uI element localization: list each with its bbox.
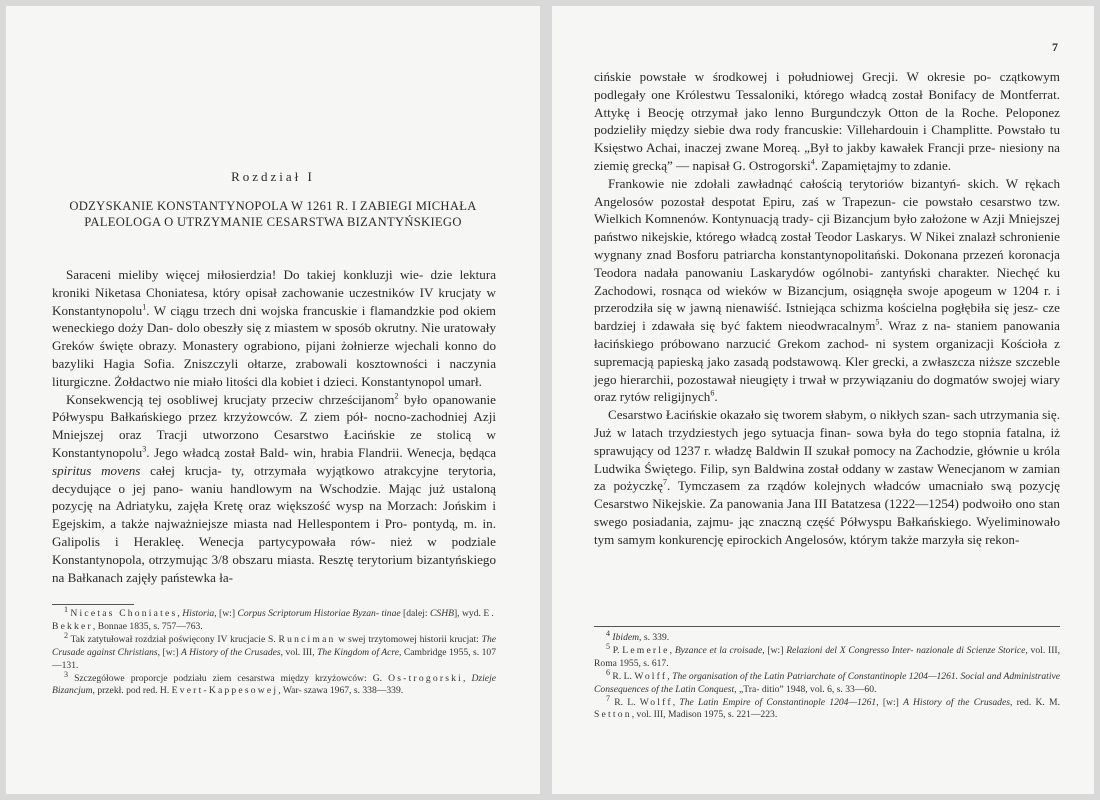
footnote-4: $^4$ Ibidem, s. 339.: [606, 628, 670, 643]
page-number: 7: [1052, 40, 1058, 54]
footnote-1: $^1$ Nicetas Choniates, Historia, [w:] Corpus Scriptorum Historiae Byzan- tinae [dalej: CSHB], wyd. E. Bekker, Bonnae 1835, s. 757—763.: [52, 604, 497, 632]
right-page: [552, 6, 1094, 794]
footnote-ref-7: 7: [662, 477, 667, 487]
right-body-text: [594, 68, 1060, 549]
right-paragraph-2: Frankowie nie zdołali zawładnąć całością terytoriów bizantyń- skich. W rękach Angelosów pozostał despotat Epiru, zaś w Trapezun- cie powstało cesarstwo tzw. Wielkich Komnenów. Kontynuacją trady- cji Bizancjum było założone w Azji Mniejszej państwo nikejskie, którego władcą został Teodor Laskarys. W Nikei znalazł schronienie wygnany znad Bosforu patriarcha konstantynopolitański. Dokonana przezeń koronacja Teodora nadała panowaniu Laskarydów ogólnobi- zantyński charakter. Niechęć ku Zachodowi, rosnąca od wieków w Bizancjum, osiągnęła swoje apogeum w 1204 r. i przerodziła się w jawną nienawiść. Istniejąca schizma kościelna pogłębiła się jesz- cze bardziej i zdawała się być faktem nieodwracalnym$^5$. Wraz z na- staniem panowania łacińskiego próbowano narzucić Grekom zachod- ni system organizacji Kościoła z supremacją papieską jako zasadą podstawową. Kler grecki, a zwłaszcza niższe szczeble jego hierarchii, pozostawał nieugięty i trwał w przywiązaniu do dogmatów swojej wiary oraz rytów religijnych$^6$.: [594, 175, 1061, 405]
footnote-2: $^2$ Tak zatytułował rozdział poświęcony IV krucjacie S. Runciman w swej trzytomowej historii krucjat: The Crusade against Christians, [w:] A History of the Crusades, vol. III, The Kingdom of Acre, Cambridge 1955, s. 107—131.: [52, 630, 496, 671]
left-page: [6, 6, 540, 794]
footnote-3: $^3$ Szczegółowe proporcje podziału ziem cesarstwa między krzyżowców: G. Os-trogorski, Dzieje Bizancjum, przekł. pod red. H. Evert-Kappesowej, War- szawa 1967, s. 338—339.: [52, 669, 496, 697]
right-footnote-rule: [594, 626, 1060, 627]
footnote-7: $^7$ R. L. Wolff, The Latin Empire of Constantinople 1204—1261, [w:] A History of the Crusades, red. K. M. Setton, vol. III, Madison 1975, s. 221—223.: [594, 693, 1060, 721]
footnote-ref-1: 1: [142, 302, 147, 312]
footnote-ref-3: 3: [142, 444, 147, 454]
footnote-6: $^6$ R. L. Wolff, The organisation of the Latin Patriarchate of Constantinople 1204—1261. Social and Administrative Consequences of the Latin Conquest, „Tra- ditio” 1948, vol. 6, s. 33—60.: [594, 667, 1061, 695]
chapter-title: [36, 198, 510, 230]
footnote-ref-2: 2: [394, 391, 399, 401]
footnote-ref-5: 5: [875, 317, 880, 327]
right-paragraph-1: cińskie powstałe w środkowej i południowej Grecji. W okresie po- czątkowym podlegały one Królestwu Tessaloniki, którego władcą został Bonifacy de Montferrat. Attykę i Beocję otrzymał jako lenno Burgundczyk Otton de la Roche. Peloponez podzieliły między siebie dwa rody francuskie: Villehardouin i Champlitte. Powstało tu Księstwo Achai, inaczej zwane Moreą. „Był to jakby kawałek Francji prze- niesiony na ziemię grecką” — napisał G. Ostrogorski$^4$. Zapamiętajmy to zdanie.: [594, 69, 1060, 173]
left-body-text: [52, 266, 496, 586]
footnote-5: $^5$ P. Lemerle, Byzance et la croisade, [w:] Relazioni del X Congresso Inter- nazionale di Scienze Storice, vol. III, Roma 1955, s. 617.: [594, 641, 1060, 669]
left-paragraph-1: Saraceni mieliby więcej miłosierdzia! Do takiej konkluzji wie- dzie lektura kroniki Niketasa Choniatesa, który opisał zachowanie uczestników IV krucjaty w Konstantynopolu$^1$. W ciągu trzech dni wojska francuskie i flamandzkie pod okiem weneckiego doży Dan- dolo obeszły się z miastem w sposób okrutny. Nie uratowały Greków święte obrazy. Monastery ograbiono, pijani żołnierze wjechali konno do bazyliki Hagia Sofia. Zniszczyli ołtarze, zrabowali kosztowności i naczynia liturgiczne. Żołdactwo nie miało litości dla kobiet i dzieci. Konstantynopol umarł.: [52, 267, 497, 389]
left-paragraph-2: Konsekwencją tej osobliwej krucjaty przeciw chrześcijanom$^2$ było opanowanie Półwyspu Bałkańskiego przez krzyżowców. Z ziem pół- nocno-zachodniej Azji Mniejszej oraz Tracji utworzono Cesarstwo Łacińskie ze stolicą w Konstantynopolu$^3$. Jego władcą został Bald- win, hrabia Flandrii. Wenecja, będąca spiritus movens całej krucja- ty, otrzymała wyjątkowo atrakcyjne terytoria, decydujące o jej pano- waniu handlowym na Wschodzie. Mając już ustaloną pozycję na Adriatyku, zajęła Kretę oraz większość wysp na Morzach: Jońskim i Egejskim, a także najważniejsze miasta nad Hellespontem i Pro- pontydą, m. in. Galipolis i Herakleę. Wenecja partycypowała rów- nież w podziale Konstantynopola, otrzymując 3/8 obszaru miasta. Resztę terytorium bizantyńskiego na Bałkanach zajęły państewka ła-: [52, 391, 497, 585]
chapter-title-line-1: ODZYSKANIE KONSTANTYNOPOLA W 1261 R. I ZABIEGI MICHAŁA: [69, 199, 477, 213]
footnote-ref-6: 6: [710, 388, 715, 398]
footnote-ref-4: 4: [810, 157, 815, 167]
chapter-heading: Rozdział I: [231, 169, 315, 184]
right-footnotes: [594, 628, 1061, 722]
right-paragraph-3: Cesarstwo Łacińskie okazało się tworem słabym, o nikłych szan- sach utrzymania się. Już w latach trzydziestych jego sytuacja finan- sowa była do tego stopnia fatalna, iż sprawujący od 1237 r. władzę Baldwin II szukał pomocy na Zachodzie, głównie u króla Ludwika Świętego. Filip, syn Baldwina został oddany w zastaw Wenecjanom w zamian za pożyczkę$^7$. Tymczasem za rządów kolejnych władców umacniało swą pozycję Cesarstwo Nikejskie. Za panowania Jana III Batatzesa (1222—1254) podwoiło ono stan swego posiadania, zajmu- jąc znaczną część Półwyspu Bałkańskiego. Wyeliminowało tym samym konkurencję epirockich Angelosów, którym także marzyła się rekon-: [594, 407, 1060, 547]
left-footnotes: [52, 604, 497, 698]
chapter-title-line-2: PALEOLOGA O UTRZYMANIE CESARSTWA BIZANTYŃSKIEGO: [84, 215, 462, 229]
